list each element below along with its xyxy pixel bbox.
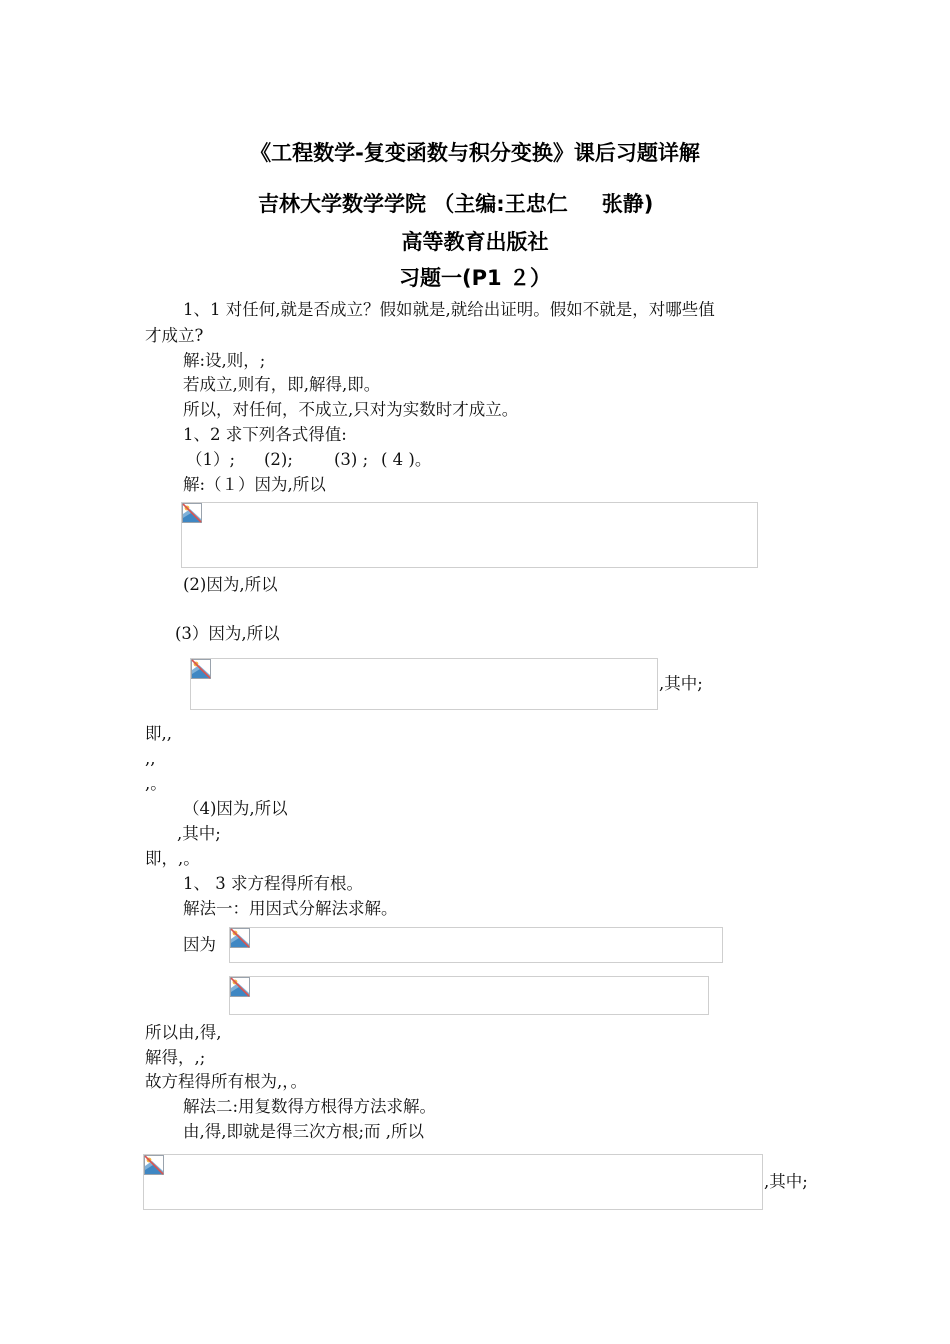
authors-part-a: 吉林大学数学学院 （主编:王忠仁 <box>258 192 568 216</box>
q1-2-part-1: （1）; <box>186 450 236 469</box>
q1-3-m2-tail: ,其中; <box>764 1172 808 1191</box>
formula-image <box>181 502 758 568</box>
q1-2-part-2: (2); <box>264 450 293 469</box>
broken-image-icon <box>182 503 202 523</box>
broken-image-icon <box>230 977 250 997</box>
q1-2-part-3: (3) ; <box>334 450 369 469</box>
q1-2-text: 1、2 求下列各式得值: <box>183 425 347 444</box>
authors-part-b: 张静) <box>601 192 654 216</box>
authors-line <box>258 188 653 218</box>
q1-3-because: 因为 <box>183 935 216 954</box>
q1-3-m1-line-1: 所以由,得, <box>145 1023 222 1042</box>
q1-3-method-1: 解法一：用因式分解法求解。 <box>183 899 398 918</box>
q1-3-m1-line-3: 故方程得所有根为,，。 <box>145 1072 307 1091</box>
formula-image <box>190 658 658 710</box>
q1-2-sol3-line-3: ,。 <box>145 774 167 793</box>
publisher: 高等教育出版社 <box>401 230 549 254</box>
q1-2-solution-3: (3）因为,所以 <box>175 624 280 643</box>
q1-2-part-4: ( 4 )。 <box>381 450 432 469</box>
q1-3-method-2: 解法二:用复数得方根得方法求解。 <box>183 1097 437 1116</box>
formula-image <box>229 976 709 1015</box>
q1-3-m2-line-1: 由,得,即就是得三次方根;而 ,所以 <box>183 1122 425 1141</box>
broken-image-icon <box>230 928 250 948</box>
q1-2-sol4-line-1: ,其中; <box>177 824 221 843</box>
document-title: 《工程数学-复变函数与积分变换》课后习题详解 <box>250 141 700 165</box>
q1-1-solution-2: 若成立,则有，即,解得,即。 <box>183 375 381 394</box>
q1-2-solution-2: (2)因为,所以 <box>183 575 278 594</box>
q1-1-text: 1、1 对任何,就是否成立？假如就是,就给出证明。假如不就是，对哪些值 <box>183 300 715 319</box>
q1-2-sol4-line-2: 即，,。 <box>145 849 200 868</box>
q1-2-solution-3-tail: ,其中; <box>659 674 703 693</box>
q1-1-solution-1: 解:设,则，; <box>183 351 266 370</box>
formula-image <box>143 1154 763 1210</box>
chapter-heading: 习题一(P1 ２） <box>399 266 551 290</box>
q1-2-solution-4: （4)因为,所以 <box>183 799 288 818</box>
q1-3-m1-line-2: 解得，,; <box>145 1048 206 1067</box>
q1-2-sol3-line-2: ,, <box>145 749 156 768</box>
broken-image-icon <box>144 1155 164 1175</box>
q1-3-text: 1、 3 求方程得所有根。 <box>183 874 363 893</box>
q1-2-solution-1: 解:（１）因为,所以 <box>183 475 326 494</box>
broken-image-icon <box>191 659 211 679</box>
q1-1-solution-3: 所以，对任何，不成立,只对为实数时才成立。 <box>183 400 519 419</box>
q1-1-text-cont: 才成立? <box>145 326 204 345</box>
formula-image <box>229 927 723 963</box>
q1-2-sol3-line-1: 即,, <box>145 724 172 743</box>
